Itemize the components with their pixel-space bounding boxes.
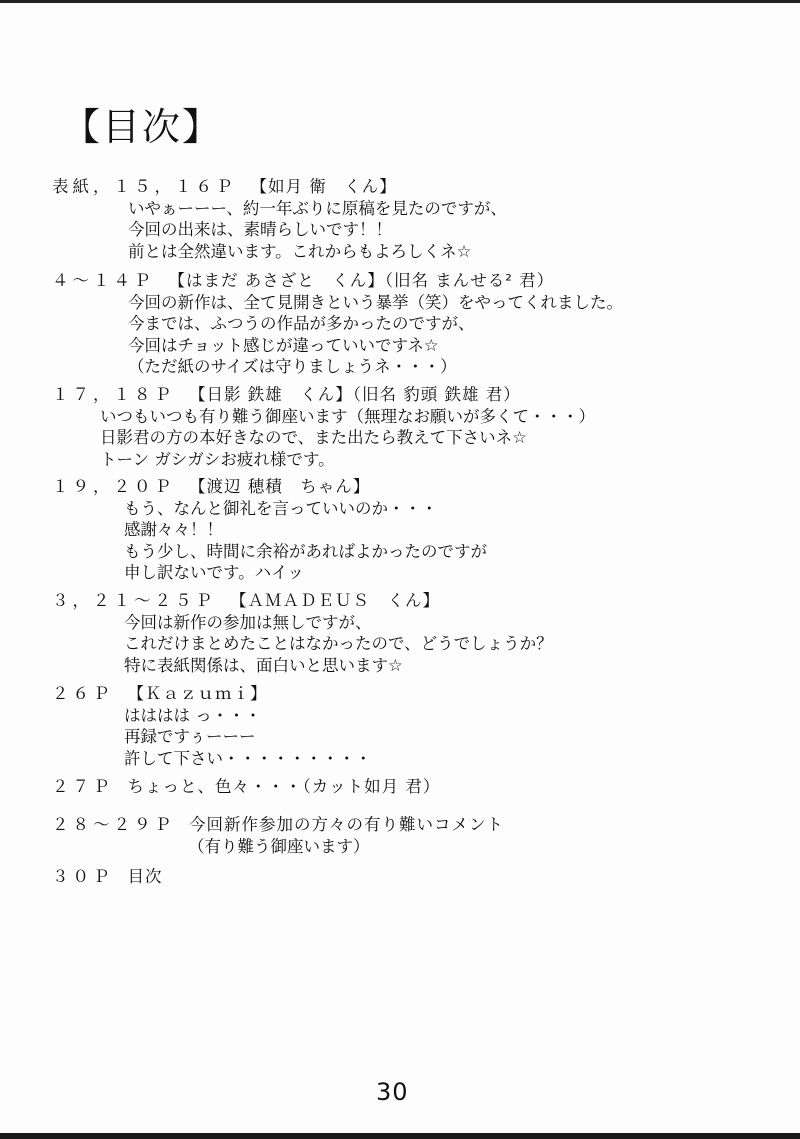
entry-pages: ２８～２９Ｐ xyxy=(52,815,175,834)
toc-entry-8 xyxy=(52,814,504,857)
entry-pages: １９，２０Ｐ xyxy=(52,477,175,496)
entry-pages: ３０Ｐ xyxy=(52,867,114,886)
entry-pages: 表紙，１５，１６Ｐ xyxy=(52,177,237,196)
entry-contributor: 今回新作参加の方々の有り難いコメント xyxy=(189,815,504,834)
page-title: 【目次】 xyxy=(62,105,223,149)
entry-comment-line: 許して下さい・・・・・・・・・ xyxy=(124,748,372,768)
entry-comment-line: 申し訳ないです。ハイッ xyxy=(124,563,304,582)
entry-comment-line: もう、なんと御礼を言っていいのか・・・ xyxy=(124,498,438,518)
entry-comment-line: 今回は新作の参加は無しですが、 xyxy=(124,612,372,632)
entry-contributor: 【如月 衛 くん】 xyxy=(250,177,397,196)
entry-comment-line: 特に表紙関係は、面白いと思います☆ xyxy=(124,655,403,675)
toc-entry-1 xyxy=(52,176,507,262)
entry-comment-line: 感謝々々！！ xyxy=(124,520,223,539)
entry-pages: ２７Ｐ xyxy=(52,777,114,796)
scan-top-edge xyxy=(0,0,800,3)
entry-contributor: 【はまだ あさざと くん】（旧名 まんせる² 君） xyxy=(168,271,555,290)
toc-entry-3 xyxy=(52,384,595,470)
entry-comment-line: （ただ紙のサイズは守りましょうネ・・・） xyxy=(128,357,457,376)
entry-comment-line: 今回の新作は、全て見開きという暴挙（笑）をやってくれました。 xyxy=(128,292,623,312)
entry-comment-line: 今回はチョット感じが違っていいですネ☆ xyxy=(128,335,439,355)
entry-comment-line: 再録ですぅーーー xyxy=(124,727,256,746)
entry-comment-line: トーン ガシガシお疲れ様です。 xyxy=(100,449,335,469)
entry-pages: １７，１８Ｐ xyxy=(52,385,175,404)
entry-contributor: 【日影 鉄雄 くん】（旧名 豹頭 鉄雄 君） xyxy=(189,385,521,404)
toc-entry-5 xyxy=(52,590,553,676)
entry-contributor: 目次 xyxy=(127,867,163,886)
entry-comment-line: はははは っ・・・ xyxy=(124,705,262,725)
entry-comment-line: 前とは全然違います。これからもよろしくネ☆ xyxy=(128,241,472,261)
scan-bottom-edge xyxy=(0,1133,800,1139)
toc-entry-7 xyxy=(52,776,440,798)
entry-contributor: ちょっと、色々・・・（カット如月 君） xyxy=(127,777,441,796)
entry-pages: ３，２１～２５Ｐ xyxy=(52,591,216,610)
entry-contributor: 【Ｋａｚｕｍｉ】 xyxy=(127,684,268,703)
entry-comment-line: これだけまとめたことはなかったので、どうでしょうか？ xyxy=(124,634,553,653)
entry-comment-line: もう少し、時間に余裕があればよかったのですが xyxy=(124,541,487,561)
entry-contributor: 【ＡＭＡＤＥＵＳ くん】 xyxy=(230,591,440,610)
toc-entry-4 xyxy=(52,476,487,584)
toc-entry-2 xyxy=(52,270,623,378)
entry-comment-line: いつもいつも有り難う御座います（無理なお願いが多くて・・・） xyxy=(100,406,595,426)
entry-comment-line: 今回の出来は、素晴らしいです！！ xyxy=(128,220,392,239)
page-number: 30 xyxy=(376,1078,409,1106)
entry-pages: ４～１４Ｐ xyxy=(52,271,155,290)
entry-contributor: 【渡辺 穂積 ちゃん】 xyxy=(189,477,371,496)
entry-comment-line: 今までは、ふつうの作品が多かったのですが、 xyxy=(128,314,475,333)
entry-comment-line: いやぁーーー、約一年ぶりに原稿を見たのですが、 xyxy=(128,198,507,218)
entry-comment-line: 日影君の方の本好きなので、また出たら教えて下さいネ☆ xyxy=(100,428,527,447)
toc-entry-6 xyxy=(52,683,372,769)
entry-comment-line: （有り難う御座います） xyxy=(188,836,370,856)
toc-entry-9 xyxy=(52,866,163,888)
entry-pages: ２６Ｐ xyxy=(52,684,114,703)
